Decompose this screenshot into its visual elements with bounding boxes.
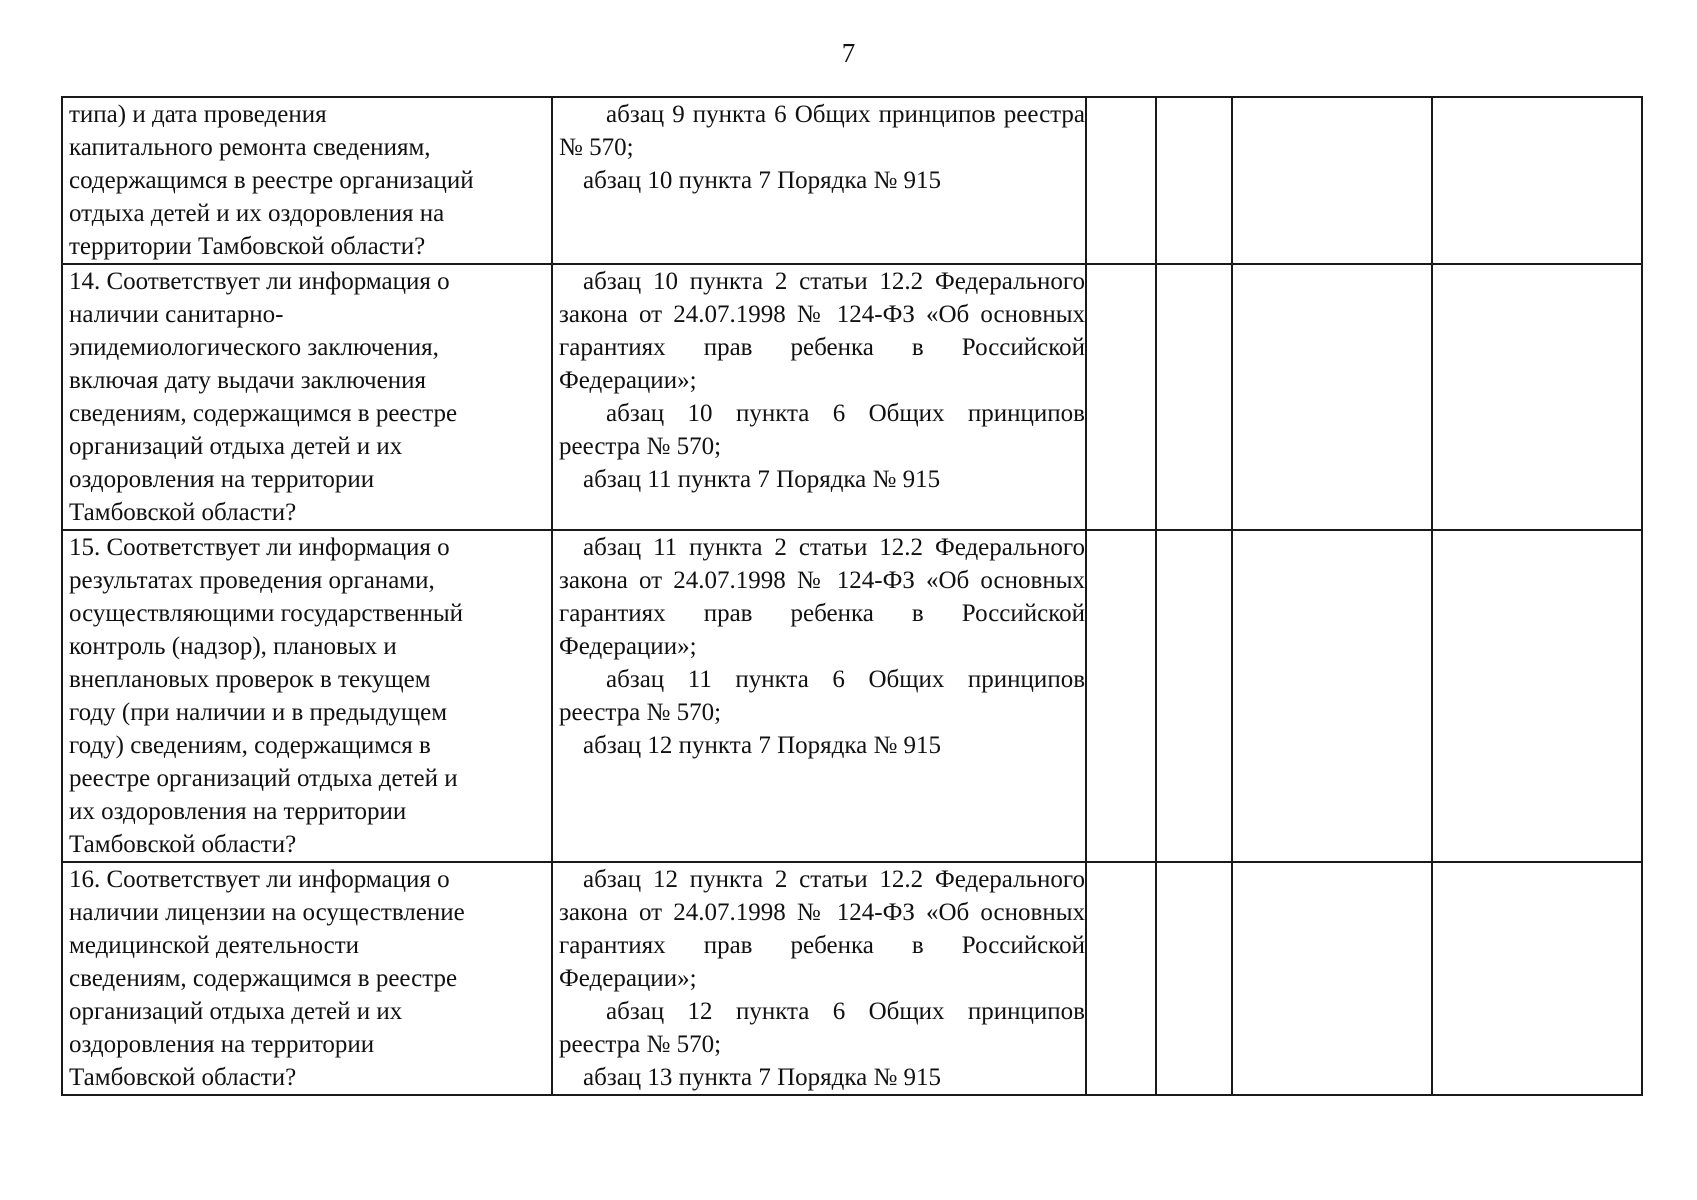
question-cell [62,530,552,862]
note-cell[interactable] [1432,97,1642,264]
checklist-table [61,96,1643,1096]
answer-not-applicable-cell[interactable] [1232,862,1432,1095]
question-text: 15. Соответствует ли информация о результатах проведения органами, осуществляющими государственный контроль (надзор), плановых и внеплановых проверок в текущем году (при наличии и в предыдущем году) сведениям, содержащимся в реестре организаций отдыха детей и их оздоровления на территории Тамбовской области? [69,534,464,858]
legal-basis-cell [552,264,1086,530]
question-cell [62,862,552,1095]
answer-yes-cell[interactable] [1086,97,1156,264]
answer-no-cell[interactable] [1156,97,1232,264]
legal-basis-line: абзац 12 пункта 6 Общих принципов реестра № 570; [559,998,1085,1058]
legal-basis-line: абзац 10 пункта 7 Порядка № 915 [583,167,942,194]
question-text: типа) и дата проведения капитального ремонта сведениям, содержащимся в реестре организаций отдыха детей и их оздоровления на территории Тамбовской области? [69,101,474,260]
note-cell[interactable] [1432,530,1642,862]
legal-basis-cell [552,530,1086,862]
answer-no-cell[interactable] [1156,264,1232,530]
table-row [62,264,1642,530]
legal-basis-line: абзац 10 пункта 6 Общих принципов реестра № 570; [559,400,1085,460]
legal-basis-line: абзац 12 пункта 2 статьи 12.2 Федерального закона от 24.07.1998 № 124-ФЗ «Об основных гарантиях прав ребенка в Российской Федерации»; [559,866,1085,992]
legal-basis-cell [552,862,1086,1095]
legal-basis-line: абзац 12 пункта 7 Порядка № 915 [583,732,942,759]
question-text: 16. Соответствует ли информация о наличии лицензии на осуществление медицинской деятельности сведениям, содержащимся в реестре организаций отдыха детей и их оздоровления на территории Тамбовской области? [69,866,465,1091]
note-cell[interactable] [1432,264,1642,530]
legal-basis-line: абзац 11 пункта 2 статьи 12.2 Федерального закона от 24.07.1998 № 124-ФЗ «Об основных гарантиях прав ребенка в Российской Федерации»; [559,534,1085,660]
table-row [62,530,1642,862]
note-cell[interactable] [1432,862,1642,1095]
answer-not-applicable-cell[interactable] [1232,97,1432,264]
question-cell [62,97,552,264]
answer-yes-cell[interactable] [1086,862,1156,1095]
answer-yes-cell[interactable] [1086,264,1156,530]
legal-basis-cell [552,97,1086,264]
answer-no-cell[interactable] [1156,530,1232,862]
answer-yes-cell[interactable] [1086,530,1156,862]
table-row [62,862,1642,1095]
table-row [62,97,1642,264]
page-number: 7 [841,38,856,68]
legal-basis-line: абзац 9 пункта 6 Общих принципов реестра № 570; [559,101,1085,161]
question-text: 14. Соответствует ли информация о наличии санитарно- эпидемиологического заключения, включая дату выдачи заключения сведениям, содержащимся в реестре организаций отдыха детей и их оздоровления на территории Тамбовской области? [69,268,458,526]
legal-basis-line: абзац 13 пункта 7 Порядка № 915 [583,1064,942,1091]
answer-no-cell[interactable] [1156,862,1232,1095]
answer-not-applicable-cell[interactable] [1232,264,1432,530]
question-cell [62,264,552,530]
legal-basis-line: абзац 11 пункта 6 Общих принципов реестра № 570; [559,666,1085,726]
answer-not-applicable-cell[interactable] [1232,530,1432,862]
legal-basis-line: абзац 10 пункта 2 статьи 12.2 Федерального закона от 24.07.1998 № 124-ФЗ «Об основных гарантиях прав ребенка в Российской Федерации»; [559,268,1085,394]
legal-basis-line: абзац 11 пункта 7 Порядка № 915 [583,466,941,493]
